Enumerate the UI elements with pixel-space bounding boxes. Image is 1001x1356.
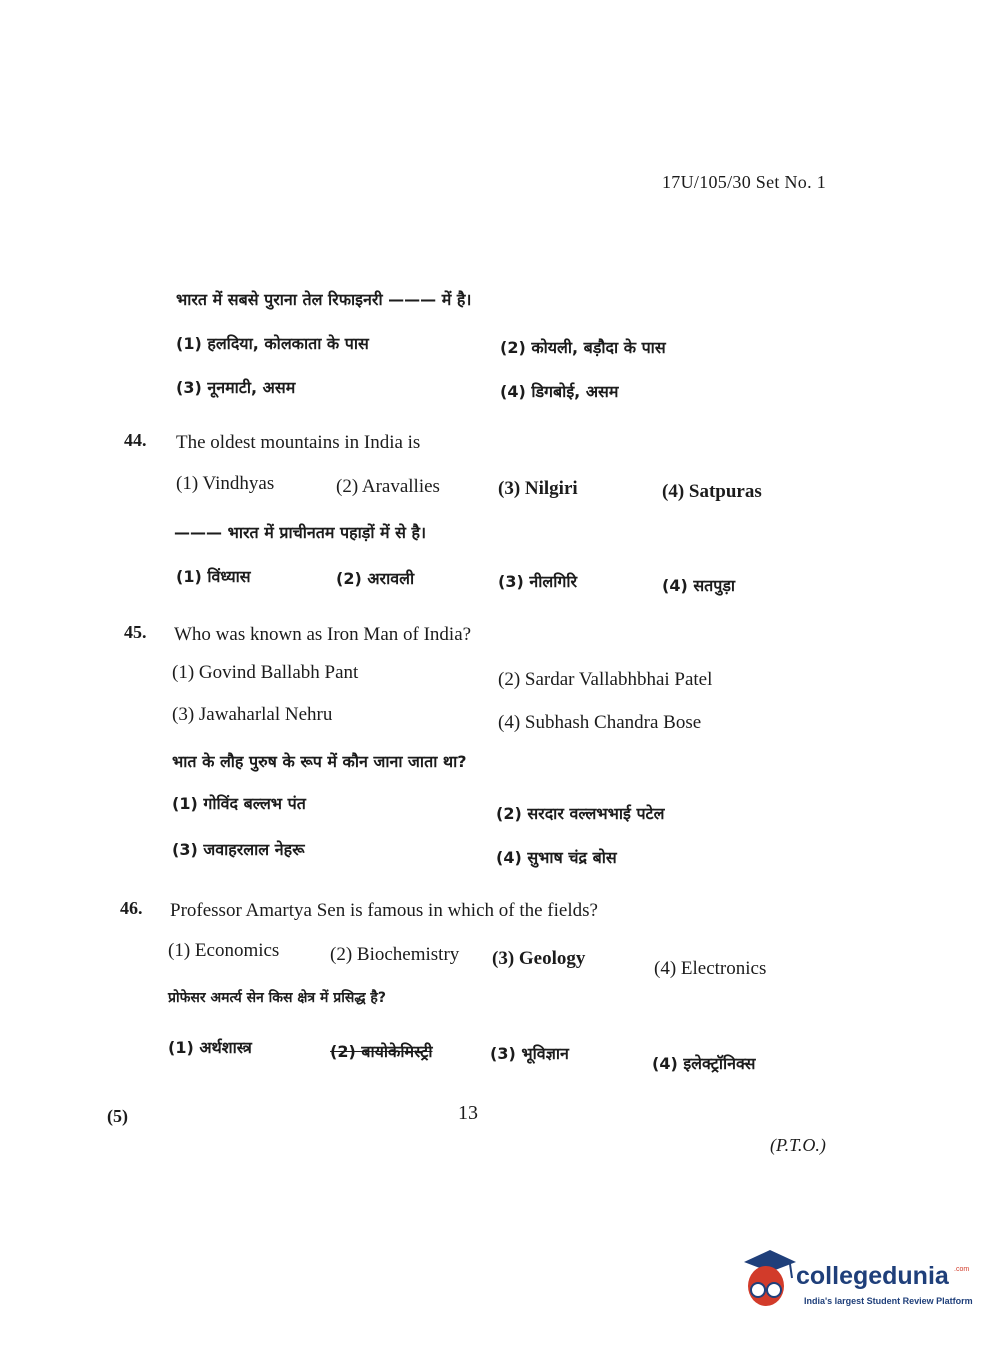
- q44-option-1: (1) Vindhyas: [176, 473, 275, 494]
- set-number: 17U/105/30 Set No. 1: [662, 172, 827, 192]
- q44-hindi-option-1: (1) विंध्यास: [176, 567, 251, 586]
- q46-hindi-option-3: (3) भूविज्ञान: [490, 1044, 569, 1063]
- q45-hindi-question: भात के लौह पुरुष के रूप में कौन जाना जाता था?: [172, 752, 467, 771]
- q45-option-4: (4) Subhash Chandra Bose: [498, 712, 702, 733]
- q46-number: 46.: [120, 898, 143, 918]
- q43-hindi-question: भारत में सबसे पुराना तेल रिफाइनरी ——— में है।: [176, 290, 472, 309]
- q46-hindi-question: प्रोफेसर अमर्त्य सेन किस क्षेत्र में प्रसिद्ध है?: [168, 990, 386, 1006]
- q46-option-1: (1) Economics: [168, 940, 280, 961]
- logo-suffix: .com: [954, 1266, 970, 1273]
- q44-hindi-option-3: (3) नीलगिरि: [498, 572, 578, 591]
- q45-option-3: (3) Jawaharlal Nehru: [172, 704, 333, 725]
- page-number: 13: [458, 1102, 478, 1124]
- q43-hindi-option-2: (2) कोयली, बड़ौदा के पास: [500, 338, 666, 357]
- q44-number: 44.: [124, 430, 147, 450]
- q44-hindi-option-2: (2) अरावली: [336, 569, 415, 588]
- q45-question: Who was known as Iron Man of India?: [174, 624, 472, 645]
- q46-hindi-option-4: (4) इलेक्ट्रॉनिक्स: [652, 1054, 756, 1073]
- logo-name: collegedunia: [796, 1262, 949, 1290]
- q45-hindi-option-3: (3) जवाहरलाल नेहरू: [172, 840, 305, 859]
- q45-hindi-option-1: (1) गोविंद बल्लभ पंत: [172, 794, 306, 813]
- q45-hindi-option-4: (4) सुभाष चंद्र बोस: [496, 848, 617, 867]
- q45-hindi-option-2: (2) सरदार वल्लभभाई पटेल: [496, 804, 665, 823]
- q46-hindi-option-1: (1) अर्थशास्त्र: [168, 1038, 252, 1057]
- q43-hindi-option-4: (4) डिगबोई, असम: [500, 382, 619, 401]
- q44-hindi-question: ——— भारत में प्राचीनतम पहाड़ों में से है।: [174, 523, 427, 542]
- pto-label: (P.T.O.): [770, 1135, 826, 1155]
- q44-option-2: (2) Aravallies: [336, 476, 440, 497]
- q46-question: Professor Amartya Sen is famous in which of the fields?: [170, 900, 598, 921]
- q46-option-2: (2) Biochemistry: [330, 944, 460, 965]
- q46-hindi-option-2: (2) बायोकेमिस्ट्री: [330, 1042, 433, 1061]
- q43-hindi-option-3: (3) नूनमाटी, असम: [176, 378, 296, 397]
- logo-tagline: India's largest Student Review Platform: [804, 1296, 973, 1306]
- q44-hindi-option-4: (4) सतपुड़ा: [662, 576, 736, 595]
- q45-number: 45.: [124, 622, 147, 642]
- q46-option-3: (3) Geology: [492, 948, 586, 969]
- q44-question: The oldest mountains in India is: [176, 432, 421, 453]
- collegedunia-logo: [740, 1248, 973, 1318]
- q46-option-4: (4) Electronics: [654, 958, 767, 979]
- q45-option-2: (2) Sardar Vallabhbhai Patel: [498, 669, 713, 690]
- q44-option-3: (3) Nilgiri: [498, 478, 578, 499]
- mascot-icon: [740, 1248, 798, 1310]
- q43-hindi-option-1: (1) हलदिया, कोलकाता के पास: [176, 334, 369, 353]
- q45-option-1: (1) Govind Ballabh Pant: [172, 662, 359, 683]
- booklet-code: (5): [107, 1106, 128, 1126]
- q44-option-4: (4) Satpuras: [662, 481, 762, 502]
